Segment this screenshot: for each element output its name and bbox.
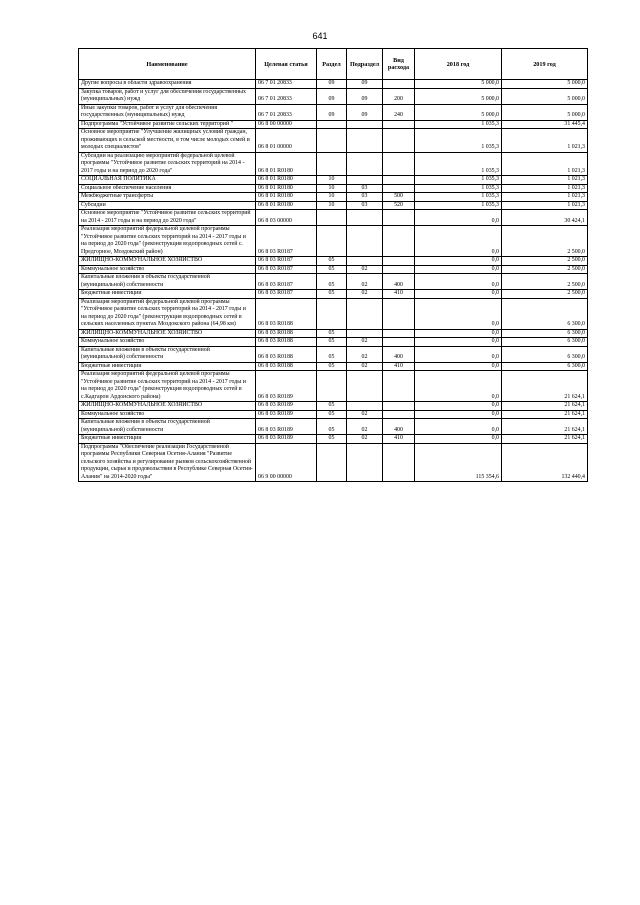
row-expense-type [383, 265, 415, 274]
row-section: 05 [317, 346, 347, 362]
row-section [317, 210, 347, 226]
row-name: Капитальные вложения в объекты государственной (муниципальной) собственности [79, 419, 256, 435]
row-amount-2019: 1 021,3 [502, 129, 588, 153]
row-target-article: 06 8 03 R0188 [256, 346, 317, 362]
row-target-article: 06 8 03 R0188 [256, 329, 317, 338]
header-subsection: Подраздел [347, 49, 383, 80]
table-row [79, 346, 588, 362]
row-subsection: 09 [347, 80, 383, 89]
row-name: Бюджетные инвестиции [79, 290, 256, 299]
row-section [317, 129, 347, 153]
row-name: Бюджетные инвестиции [79, 435, 256, 444]
table-row [79, 257, 588, 266]
row-amount-2018: 1 035,3 [415, 184, 502, 193]
table-row [79, 88, 588, 104]
row-amount-2019: 2 500,0 [502, 274, 588, 290]
row-amount-2018: 5 000,0 [415, 88, 502, 104]
row-subsection [347, 176, 383, 185]
row-amount-2018: 0,0 [415, 410, 502, 419]
row-amount-2019: 2 500,0 [502, 290, 588, 299]
row-subsection: 03 [347, 201, 383, 210]
table-row [79, 226, 588, 257]
row-subsection: 02 [347, 419, 383, 435]
row-expense-type [383, 257, 415, 266]
row-section: 05 [317, 402, 347, 411]
row-subsection: 02 [347, 290, 383, 299]
row-section: 05 [317, 435, 347, 444]
row-subsection [347, 402, 383, 411]
header-name: Наименование [79, 49, 256, 80]
row-subsection [347, 129, 383, 153]
row-amount-2019: 6 300,0 [502, 362, 588, 371]
row-section: 10 [317, 184, 347, 193]
row-section: 09 [317, 80, 347, 89]
row-amount-2018: 0,0 [415, 338, 502, 347]
row-expense-type [383, 120, 415, 129]
row-amount-2019: 21 624,1 [502, 435, 588, 444]
table-row [79, 338, 588, 347]
row-name: Капитальные вложения в объекты государственной (муниципальной) собственности [79, 346, 256, 362]
row-name: Социальное обеспечение населения [79, 184, 256, 193]
row-subsection: 02 [347, 362, 383, 371]
row-expense-type: 410 [383, 435, 415, 444]
row-amount-2019: 21 624,1 [502, 402, 588, 411]
row-section: 05 [317, 338, 347, 347]
table-row [79, 120, 588, 129]
table-row [79, 443, 588, 482]
row-section: 05 [317, 329, 347, 338]
row-target-article: 06 7 01 20833 [256, 80, 317, 89]
row-amount-2019: 132 440,4 [502, 443, 588, 482]
row-name: Основное мероприятие "Улучшение жилищных условий граждан, проживающих в сельской местности, в том числе молодых семей и молодых специалистов" [79, 129, 256, 153]
row-amount-2018: 0,0 [415, 402, 502, 411]
row-target-article: 06 9 00 00000 [256, 443, 317, 482]
table-row [79, 410, 588, 419]
header-target-article: Целевая статья [256, 49, 317, 80]
row-amount-2019: 21 624,1 [502, 371, 588, 402]
row-expense-type: 410 [383, 290, 415, 299]
row-section: 09 [317, 88, 347, 104]
row-amount-2019: 6 300,0 [502, 338, 588, 347]
row-amount-2018: 1 035,3 [415, 176, 502, 185]
table-row [79, 193, 588, 202]
header-section: Раздел [317, 49, 347, 80]
row-subsection [347, 152, 383, 176]
row-amount-2018: 0,0 [415, 419, 502, 435]
row-name: Капитальные вложения в объекты государственной (муниципальной) собственности [79, 274, 256, 290]
row-name: ЖИЛИЩНО-КОММУНАЛЬНОЕ ХОЗЯЙСТВО [79, 257, 256, 266]
row-section: 09 [317, 104, 347, 120]
row-subsection [347, 120, 383, 129]
row-expense-type: 200 [383, 88, 415, 104]
row-expense-type: 400 [383, 274, 415, 290]
row-expense-type [383, 152, 415, 176]
row-name: Коммунальное хозяйство [79, 338, 256, 347]
table-row [79, 184, 588, 193]
row-name: Межбюджетные трансферты [79, 193, 256, 202]
row-amount-2018: 0,0 [415, 265, 502, 274]
table-row [79, 80, 588, 89]
row-section [317, 152, 347, 176]
row-amount-2018: 5 000,0 [415, 104, 502, 120]
row-section [317, 298, 347, 329]
row-target-article: 06 8 03 R0189 [256, 419, 317, 435]
row-amount-2019: 1 021,3 [502, 176, 588, 185]
row-amount-2018: 1 035,3 [415, 129, 502, 153]
row-amount-2018: 0,0 [415, 371, 502, 402]
row-target-article: 06 7 01 20833 [256, 88, 317, 104]
row-expense-type [383, 129, 415, 153]
row-expense-type: 500 [383, 193, 415, 202]
row-section: 05 [317, 362, 347, 371]
row-target-article: 06 8 03 R0187 [256, 265, 317, 274]
row-target-article: 06 8 01 R0180 [256, 201, 317, 210]
row-target-article: 06 7 01 20833 [256, 104, 317, 120]
table-header-row [79, 49, 588, 80]
row-subsection [347, 298, 383, 329]
row-amount-2018: 115 354,6 [415, 443, 502, 482]
row-name: Закупка товаров, работ и услуг для обеспечения государственных (муниципальных) нужд [79, 88, 256, 104]
row-section: 05 [317, 419, 347, 435]
row-subsection: 02 [347, 435, 383, 444]
table-row [79, 419, 588, 435]
header-year-2019: 2019 год [502, 49, 588, 80]
table-row [79, 435, 588, 444]
row-name: Бюджетные инвестиции [79, 362, 256, 371]
table-row [79, 298, 588, 329]
row-section: 05 [317, 274, 347, 290]
row-expense-type [383, 329, 415, 338]
row-name: СОЦИАЛЬНАЯ ПОЛИТИКА [79, 176, 256, 185]
page-number: 641 [312, 31, 328, 41]
row-expense-type [383, 402, 415, 411]
table-row [79, 274, 588, 290]
row-section: 10 [317, 193, 347, 202]
row-target-article: 06 8 01 R0180 [256, 176, 317, 185]
row-name: Реализация мероприятий федеральной целевой программы "Устойчивое развитие сельских территорий на 2014 - 2017 годы и на период до 2020 года" (реконструкция водопроводных сетей с. Предгорное, Моздокский район) [79, 226, 256, 257]
row-section [317, 226, 347, 257]
table-row [79, 402, 588, 411]
row-expense-type [383, 338, 415, 347]
table-row [79, 152, 588, 176]
row-section [317, 371, 347, 402]
row-expense-type: 410 [383, 362, 415, 371]
row-amount-2019: 21 624,1 [502, 419, 588, 435]
row-name: Подпрограмма "Обеспечение реализации Государственной программы Республики Северная Осетия-Алания "Развитие сельского хозяйства и регулирование рынков сельскохозяйственной продукции, сырья и продовольствия в Республике Северная Осетия-Алания" на 2014-2020 годы" [79, 443, 256, 482]
row-subsection: 02 [347, 346, 383, 362]
row-expense-type [383, 210, 415, 226]
row-target-article: 06 8 03 R0187 [256, 226, 317, 257]
row-amount-2018: 0,0 [415, 257, 502, 266]
row-amount-2019: 1 021,3 [502, 193, 588, 202]
row-subsection [347, 257, 383, 266]
row-subsection: 02 [347, 410, 383, 419]
row-expense-type: 400 [383, 346, 415, 362]
row-amount-2018: 0,0 [415, 210, 502, 226]
table-row [79, 329, 588, 338]
row-section: 05 [317, 290, 347, 299]
row-target-article: 06 8 03 R0188 [256, 338, 317, 347]
row-amount-2019: 31 445,4 [502, 120, 588, 129]
row-target-article: 06 8 03 R0188 [256, 298, 317, 329]
row-expense-type: 520 [383, 201, 415, 210]
row-subsection [347, 210, 383, 226]
row-target-article: 06 8 03 R0187 [256, 274, 317, 290]
row-expense-type [383, 298, 415, 329]
row-amount-2018: 0,0 [415, 435, 502, 444]
table-row [79, 104, 588, 120]
table-row [79, 265, 588, 274]
row-target-article: 06 8 01 R0180 [256, 152, 317, 176]
row-amount-2018: 0,0 [415, 362, 502, 371]
row-expense-type: 240 [383, 104, 415, 120]
row-subsection: 09 [347, 88, 383, 104]
header-year-2018: 2018 год [415, 49, 502, 80]
row-expense-type [383, 184, 415, 193]
row-name: Реализация мероприятий федеральной целевой программы "Устойчивое развитие сельских территорий на 2014 - 2017 годы и на период до 2020 года" (реконструкция водопроводных сетей в с.Кадгарон Ардонского района) [79, 371, 256, 402]
row-subsection: 02 [347, 274, 383, 290]
row-section [317, 443, 347, 482]
row-subsection: 03 [347, 193, 383, 202]
row-section: 10 [317, 176, 347, 185]
row-amount-2018: 0,0 [415, 290, 502, 299]
row-name: Субсидии [79, 201, 256, 210]
row-expense-type [383, 410, 415, 419]
row-target-article: 06 8 03 R0188 [256, 362, 317, 371]
row-amount-2019: 5 000,0 [502, 104, 588, 120]
row-amount-2019: 6 300,0 [502, 346, 588, 362]
row-subsection [347, 443, 383, 482]
table-row [79, 210, 588, 226]
row-expense-type [383, 176, 415, 185]
row-name: Иные закупки товаров, работ и услуг для обеспечения государственных (муниципальных) нужд [79, 104, 256, 120]
row-amount-2019: 2 500,0 [502, 226, 588, 257]
row-amount-2018: 0,0 [415, 329, 502, 338]
row-amount-2018: 0,0 [415, 274, 502, 290]
row-name: Коммунальное хозяйство [79, 410, 256, 419]
row-subsection: 02 [347, 338, 383, 347]
row-section: 10 [317, 201, 347, 210]
row-subsection [347, 226, 383, 257]
row-name: Субсидии на реализацию мероприятий федеральной целевой программы "Устойчивое развитие сельских территорий на 2014 - 2017 годы и на период до 2020 года" [79, 152, 256, 176]
row-amount-2018: 0,0 [415, 226, 502, 257]
row-subsection [347, 329, 383, 338]
row-amount-2018: 5 000,0 [415, 80, 502, 89]
table-row [79, 201, 588, 210]
row-subsection: 02 [347, 265, 383, 274]
row-amount-2019: 30 424,1 [502, 210, 588, 226]
row-amount-2019: 1 021,3 [502, 184, 588, 193]
row-name: Основное мероприятие "Устойчивое развитие сельских территорий на 2014 - 2017 годы и на период до 2020 года" [79, 210, 256, 226]
row-amount-2019: 21 624,1 [502, 410, 588, 419]
row-name: ЖИЛИЩНО-КОММУНАЛЬНОЕ ХОЗЯЙСТВО [79, 402, 256, 411]
row-name: Коммунальное хозяйство [79, 265, 256, 274]
row-amount-2018: 0,0 [415, 346, 502, 362]
row-amount-2018: 1 035,3 [415, 193, 502, 202]
row-amount-2019: 1 021,3 [502, 201, 588, 210]
row-section: 05 [317, 257, 347, 266]
table-row [79, 290, 588, 299]
row-expense-type [383, 443, 415, 482]
row-target-article: 06 8 01 R0180 [256, 184, 317, 193]
row-amount-2018: 1 035,3 [415, 201, 502, 210]
row-subsection: 09 [347, 104, 383, 120]
header-expense-type: Вид расхода [383, 49, 415, 80]
row-amount-2018: 1 035,3 [415, 152, 502, 176]
row-expense-type [383, 371, 415, 402]
row-target-article: 06 8 03 R0189 [256, 371, 317, 402]
table-body [79, 80, 588, 482]
row-target-article: 06 8 03 R0187 [256, 290, 317, 299]
row-expense-type [383, 226, 415, 257]
row-amount-2018: 0,0 [415, 298, 502, 329]
row-amount-2019: 6 300,0 [502, 298, 588, 329]
row-target-article: 06 8 00 00000 [256, 120, 317, 129]
table-row [79, 129, 588, 153]
row-name: Подпрограмма "Устойчивое развитие сельских территорий " [79, 120, 256, 129]
row-subsection [347, 371, 383, 402]
row-target-article: 06 8 03 R0189 [256, 402, 317, 411]
row-section [317, 120, 347, 129]
row-target-article: 06 8 03 R0189 [256, 410, 317, 419]
row-expense-type [383, 80, 415, 89]
row-amount-2018: 1 035,3 [415, 120, 502, 129]
row-name: Другие вопросы в области здравоохранения [79, 80, 256, 89]
table-row [79, 362, 588, 371]
row-amount-2019: 2 500,0 [502, 265, 588, 274]
row-amount-2019: 6 300,0 [502, 329, 588, 338]
row-target-article: 06 8 03 R0189 [256, 435, 317, 444]
row-target-article: 06 8 01 00000 [256, 129, 317, 153]
row-amount-2019: 5 000,0 [502, 88, 588, 104]
table-row [79, 371, 588, 402]
row-target-article: 06 8 03 00000 [256, 210, 317, 226]
row-name: Реализация мероприятий федеральной целевой программы "Устойчивое развитие сельских территорий на 2014 - 2017 годы и на период до 2020 года" (реконструкция водопроводных сетей в сельских населенных пунктах Моздокского района (64,98 км) [79, 298, 256, 329]
table-row [79, 176, 588, 185]
row-subsection: 03 [347, 184, 383, 193]
row-section: 05 [317, 265, 347, 274]
row-amount-2019: 1 021,3 [502, 152, 588, 176]
row-section: 05 [317, 410, 347, 419]
row-target-article: 06 8 03 R0187 [256, 257, 317, 266]
row-target-article: 06 8 01 R0180 [256, 193, 317, 202]
row-expense-type: 400 [383, 419, 415, 435]
row-amount-2019: 2 500,0 [502, 257, 588, 266]
row-amount-2019: 5 000,0 [502, 80, 588, 89]
row-name: ЖИЛИЩНО-КОММУНАЛЬНОЕ ХОЗЯЙСТВО [79, 329, 256, 338]
budget-table [78, 48, 588, 482]
